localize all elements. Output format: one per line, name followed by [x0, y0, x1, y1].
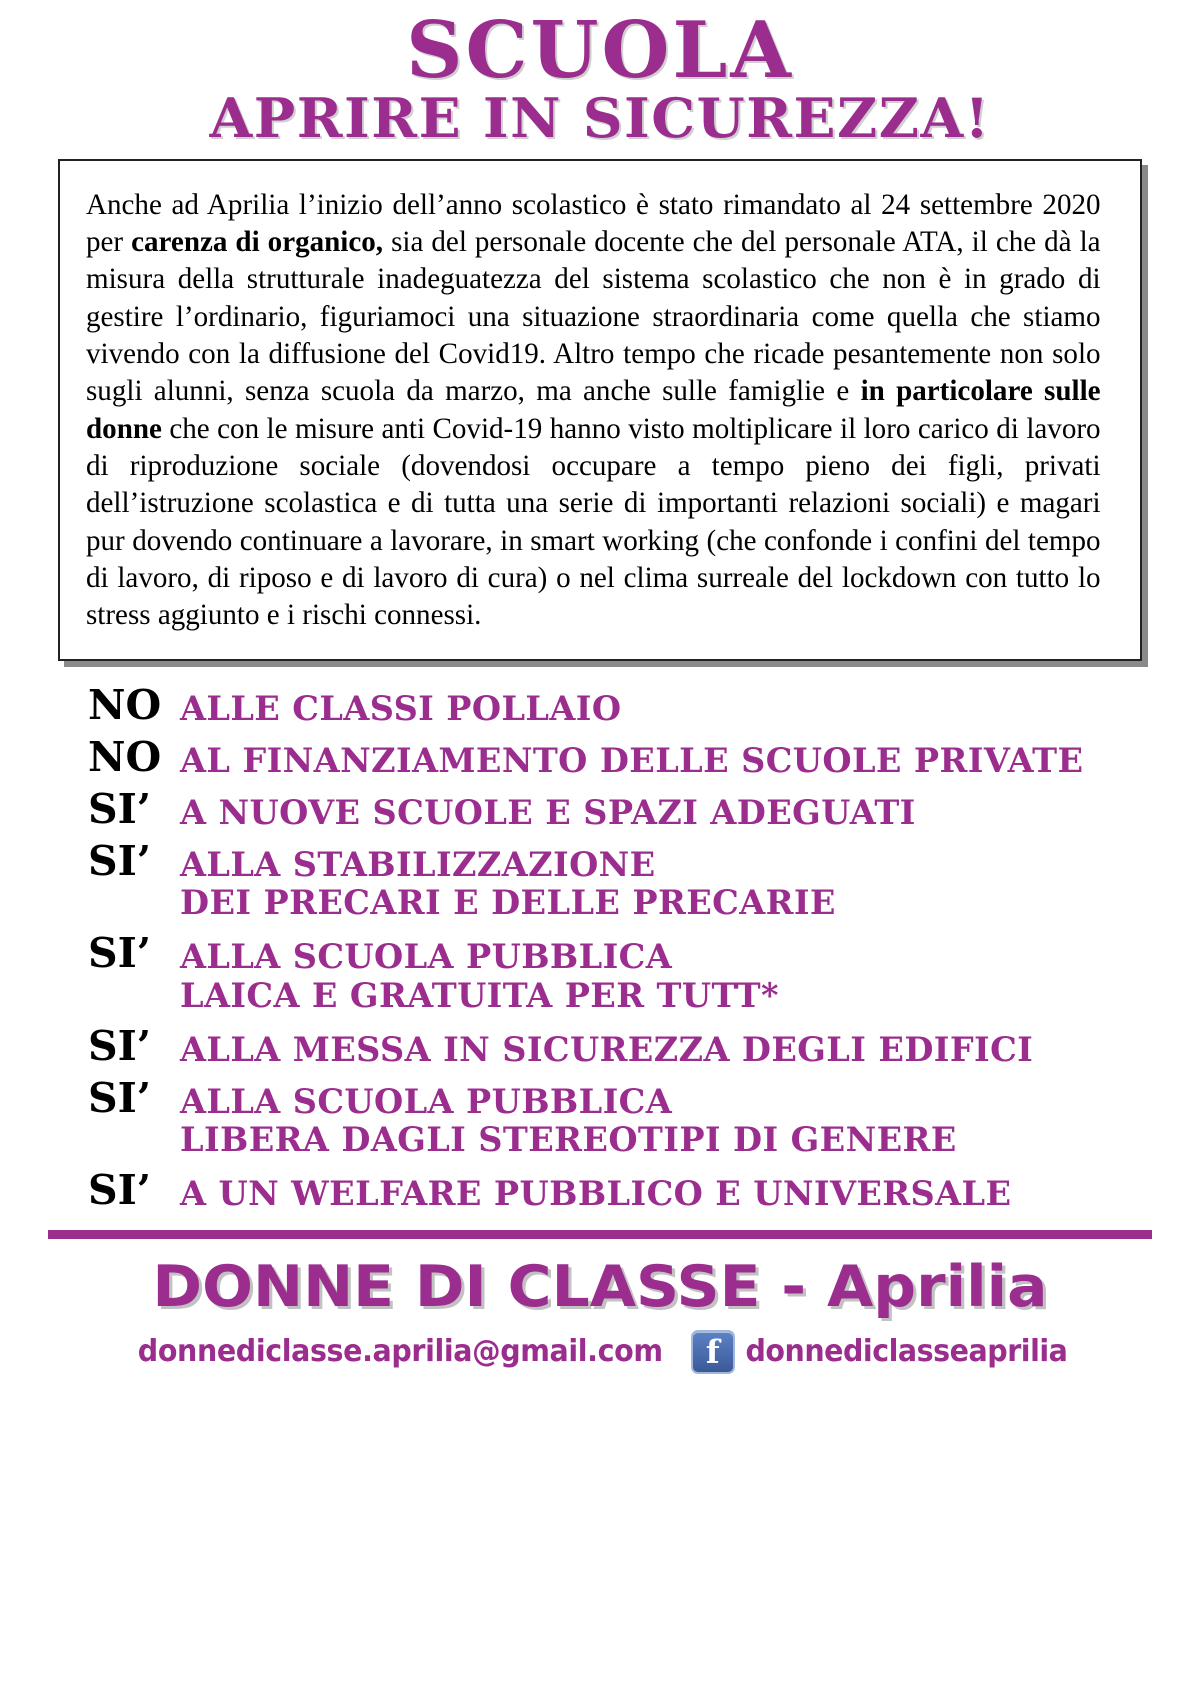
- demand-key: SI’: [88, 837, 152, 886]
- body-text-box: [58, 159, 1142, 661]
- headline-main-title: SCUOLA: [406, 5, 794, 96]
- demand-text-line: ALLE CLASSI POLLAIO: [180, 688, 622, 728]
- facebook-group[interactable]: [691, 1330, 1076, 1374]
- demand-text: [180, 1170, 1011, 1213]
- demand-text: [180, 789, 916, 832]
- organization-name: DONNE DI CLASSE - Aprilia: [152, 1253, 1048, 1320]
- demand-text-line: LAICA E GRATUITA PER TUTT*: [180, 975, 779, 1015]
- demand-text-line: ALLA SCUOLA PUBBLICA: [180, 1082, 673, 1122]
- facebook-icon-glyph: f: [705, 1331, 720, 1370]
- demand-text: [180, 1078, 957, 1159]
- contact-row: [40, 1330, 1160, 1374]
- demand-key: SI’: [88, 929, 152, 978]
- demand-text-line: A NUOVE SCUOLE E SPAZI ADEGUATI: [180, 792, 916, 832]
- demand-key: SI’: [88, 784, 152, 833]
- demand-row: [88, 1166, 1160, 1215]
- demand-text-line: A UN WELFARE PUBBLICO E UNIVERSALE: [180, 1174, 1012, 1214]
- body-text-run: sia del personale docente che del personale ATA, il che dà la misura della strutturale inadeguatezza del sistema scolastico che non è in grado di gestire l’ordinario, figuriamoci una situazione straordinaria come quella che stiamo vivendo con la diffusione del Covid19. Altro tempo che ricade pesantemente non solo sugli alunni, senza scuola da marzo, ma anche sulle famiglie e: [86, 226, 1101, 408]
- demand-text-line: ALLA MESSA IN SICUREZZA DEGLI EDIFICI: [180, 1029, 1034, 1069]
- body-text-emphasis: carenza di organico,: [131, 226, 384, 259]
- demand-text-line: ALLA STABILIZZAZIONE: [180, 845, 656, 885]
- demand-text: [180, 1026, 1033, 1069]
- body-text-emphasis: in particolare sulle donne: [86, 375, 1101, 445]
- demand-text-line: DEI PRECARI E DELLE PRECARIE: [180, 883, 836, 923]
- demand-row: [88, 837, 1160, 923]
- demand-text-line: LIBERA DAGLI STEREOTIPI DI GENERE: [180, 1120, 957, 1160]
- demand-row: [88, 680, 1160, 729]
- demand-key: SI’: [88, 1021, 152, 1070]
- demand-text: [180, 685, 621, 728]
- demands-list: [40, 680, 1160, 1215]
- body-paragraph: [86, 187, 1101, 635]
- demand-key: SI’: [88, 1074, 152, 1123]
- demand-key: SI’: [88, 1166, 152, 1215]
- body-text-run: che con le misure anti Covid-19 hanno visto moltiplicare il loro carico di lavoro di riproduzione sociale (dovendosi occupare a tempo pieno dei figli, privati dell’istruzione scolastica e di tutta una serie di importanti relazioni sociali) e magari pur dovendo continuare a lavorare, in smart working (che confonde i confini del tempo di lavoro, di riposo e di lavoro di cura) o nel clima surreale del lockdown con tutto lo stress aggiunto e i rischi connessi.: [86, 412, 1101, 632]
- demand-text-line: AL FINANZIAMENTO DELLE SCUOLE PRIVATE: [180, 740, 1084, 780]
- demand-row: [88, 1074, 1160, 1160]
- email-address[interactable]: donnediclasse.aprilia@gmail.com: [138, 1334, 663, 1370]
- demand-key: NO: [88, 680, 162, 729]
- poster-root: [40, 0, 1160, 1697]
- demand-text: [180, 933, 779, 1014]
- demand-text-line: ALLA SCUOLA PUBBLICA: [180, 937, 673, 977]
- demand-text: [180, 737, 1083, 780]
- headline-subtitle: APRIRE IN SICUREZZA!: [209, 86, 991, 151]
- demand-row: [88, 929, 1160, 1015]
- body-text-run: Anche ad Aprilia l’inizio dell’anno scolastico è stato rimandato al 24 settembre 2020 per: [86, 188, 1101, 259]
- body-text-box-wrapper: [58, 159, 1142, 661]
- footer-divider-bar: [48, 1230, 1152, 1239]
- demand-row: [88, 1021, 1160, 1070]
- demand-text: [180, 841, 836, 922]
- facebook-page-name[interactable]: donnediclasseaprilia: [745, 1334, 1068, 1370]
- poster-headline: [40, 0, 1160, 151]
- demand-row: [88, 732, 1160, 781]
- poster-footer: [40, 1239, 1160, 1374]
- demand-row: [88, 784, 1160, 833]
- demand-key: NO: [88, 732, 162, 781]
- facebook-icon[interactable]: [691, 1330, 735, 1374]
